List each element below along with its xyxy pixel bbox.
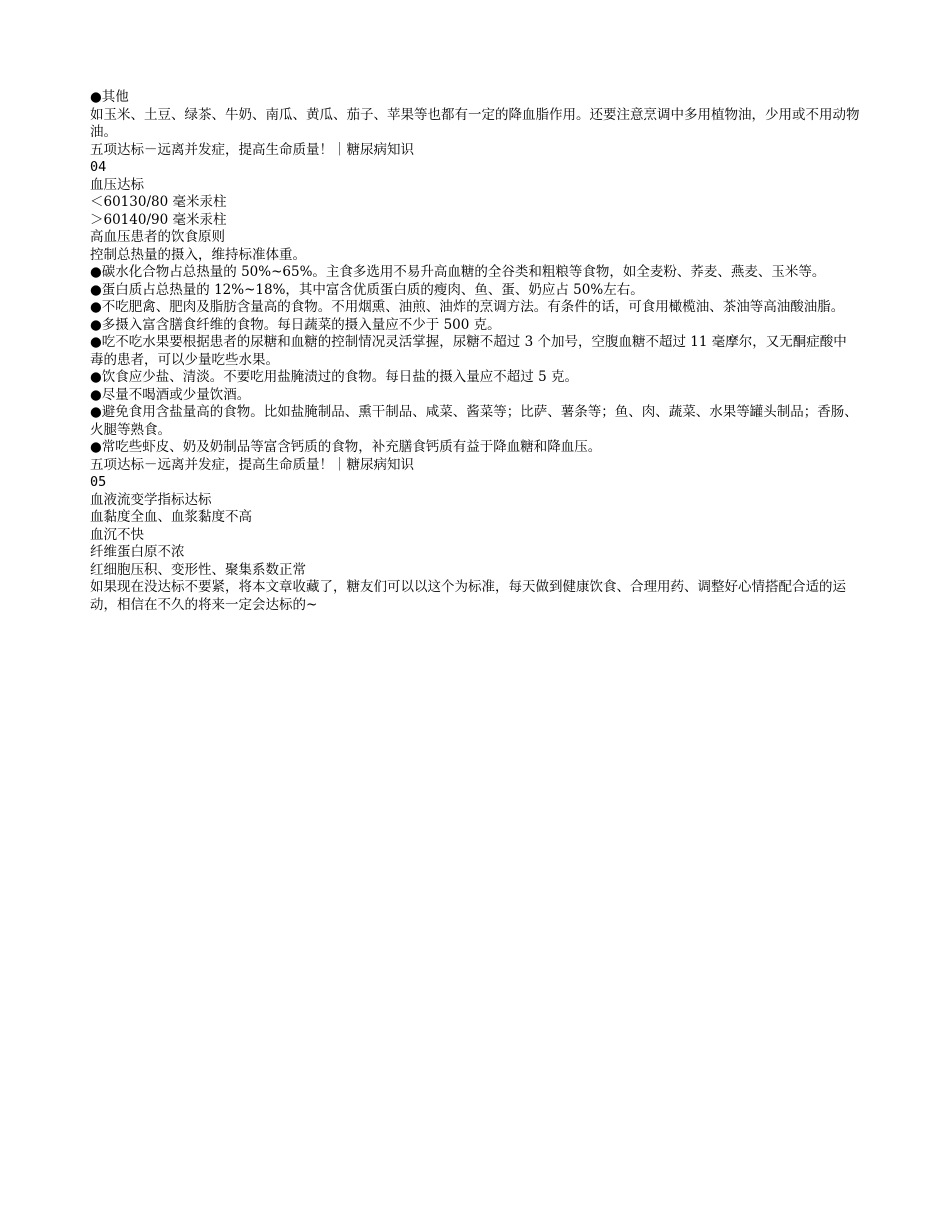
- paragraph: ＞60140/90 毫米汞柱: [90, 211, 227, 228]
- paragraph: 控制总热量的摄入，维持标准体重。: [90, 246, 306, 263]
- bullet-item: ●蛋白质占总热量的 12%~18%，其中富含优质蛋白质的瘦肉、鱼、蛋、奶应占 50%左右。: [90, 281, 644, 298]
- paragraph: 如玉米、土豆、绿茶、牛奶、南瓜、黄瓜、茄子、苹果等也都有一定的降血脂作用。还要注意烹调中多用植物油，少用或不用动物油。: [90, 106, 860, 140]
- bullet-item: ●吃不吃水果要根据患者的尿糖和血糖的控制情况灵活掌握，尿糖不超过 3 个加号，空腹血糖不超过 11 毫摩尔，又无酮症酸中毒的患者，可以少量吃些水果。: [90, 334, 847, 368]
- bullet-item: ●不吃肥禽、肥肉及脂肪含量高的食物。不用烟熏、油煎、油炸的烹调方法。有条件的话，可食用橄榄油、茶油等高油酸油脂。: [90, 299, 845, 315]
- paragraph: 红细胞压积、变形性、聚集系数正常: [90, 561, 306, 578]
- paragraph: 纤维蛋白原不浓: [90, 544, 185, 560]
- bullet-item: ●常吃些虾皮、奶及奶制品等富含钙质的食物，补充膳食钙质有益于降血糖和降血压。: [90, 439, 602, 455]
- section-heading-other: ●其他: [90, 89, 129, 105]
- article-title: 五项达标－远离并发症，提高生命质量！｜糖尿病知识: [90, 141, 414, 158]
- section-number: 04: [90, 159, 107, 175]
- bullet-item: ●碳水化合物占总热量的 50%~65%。主食多选用不易升高血糖的全谷类和粗粮等食物，如全麦粉、荞麦、燕麦、玉米等。: [90, 264, 826, 280]
- closing-paragraph: 如果现在没达标不要紧，将本文章收藏了，糖友们可以以这个为标准，每天做到健康饮食、合理用药、调整好心情搭配合适的运动，相信在不久的将来一定会达标的~: [90, 579, 846, 613]
- paragraph: ＜60130/80 毫米汞柱: [90, 194, 227, 210]
- article-title: 五项达标－远离并发症，提高生命质量！｜糖尿病知识: [90, 456, 414, 473]
- bullet-item: ●尽量不喝酒或少量饮酒。: [90, 386, 251, 403]
- section-heading: 血压达标: [90, 176, 144, 193]
- paragraph: 血沉不快: [90, 526, 144, 543]
- document-body: [90, 89, 860, 614]
- section-heading: 血液流变学指标达标: [90, 491, 212, 508]
- bullet-item: ●多摄入富含膳食纤维的食物。每日蔬菜的摄入量应不少于 500 克。: [90, 316, 501, 333]
- subheading: 高血压患者的饮食原则: [90, 229, 225, 245]
- bullet-item: ●饮食应少盐、清淡。不要吃用盐腌渍过的食物。每日盐的摄入量应不超过 5 克。: [90, 369, 578, 385]
- paragraph: 血黏度全血、血浆黏度不高: [90, 509, 252, 525]
- bullet-item: ●避免食用含盐量高的食物。比如盐腌制品、熏干制品、咸菜、酱菜等；比萨、薯条等；鱼、肉、蔬菜、水果等罐头制品；香肠、火腿等熟食。: [90, 404, 858, 438]
- section-number: 05: [90, 474, 107, 490]
